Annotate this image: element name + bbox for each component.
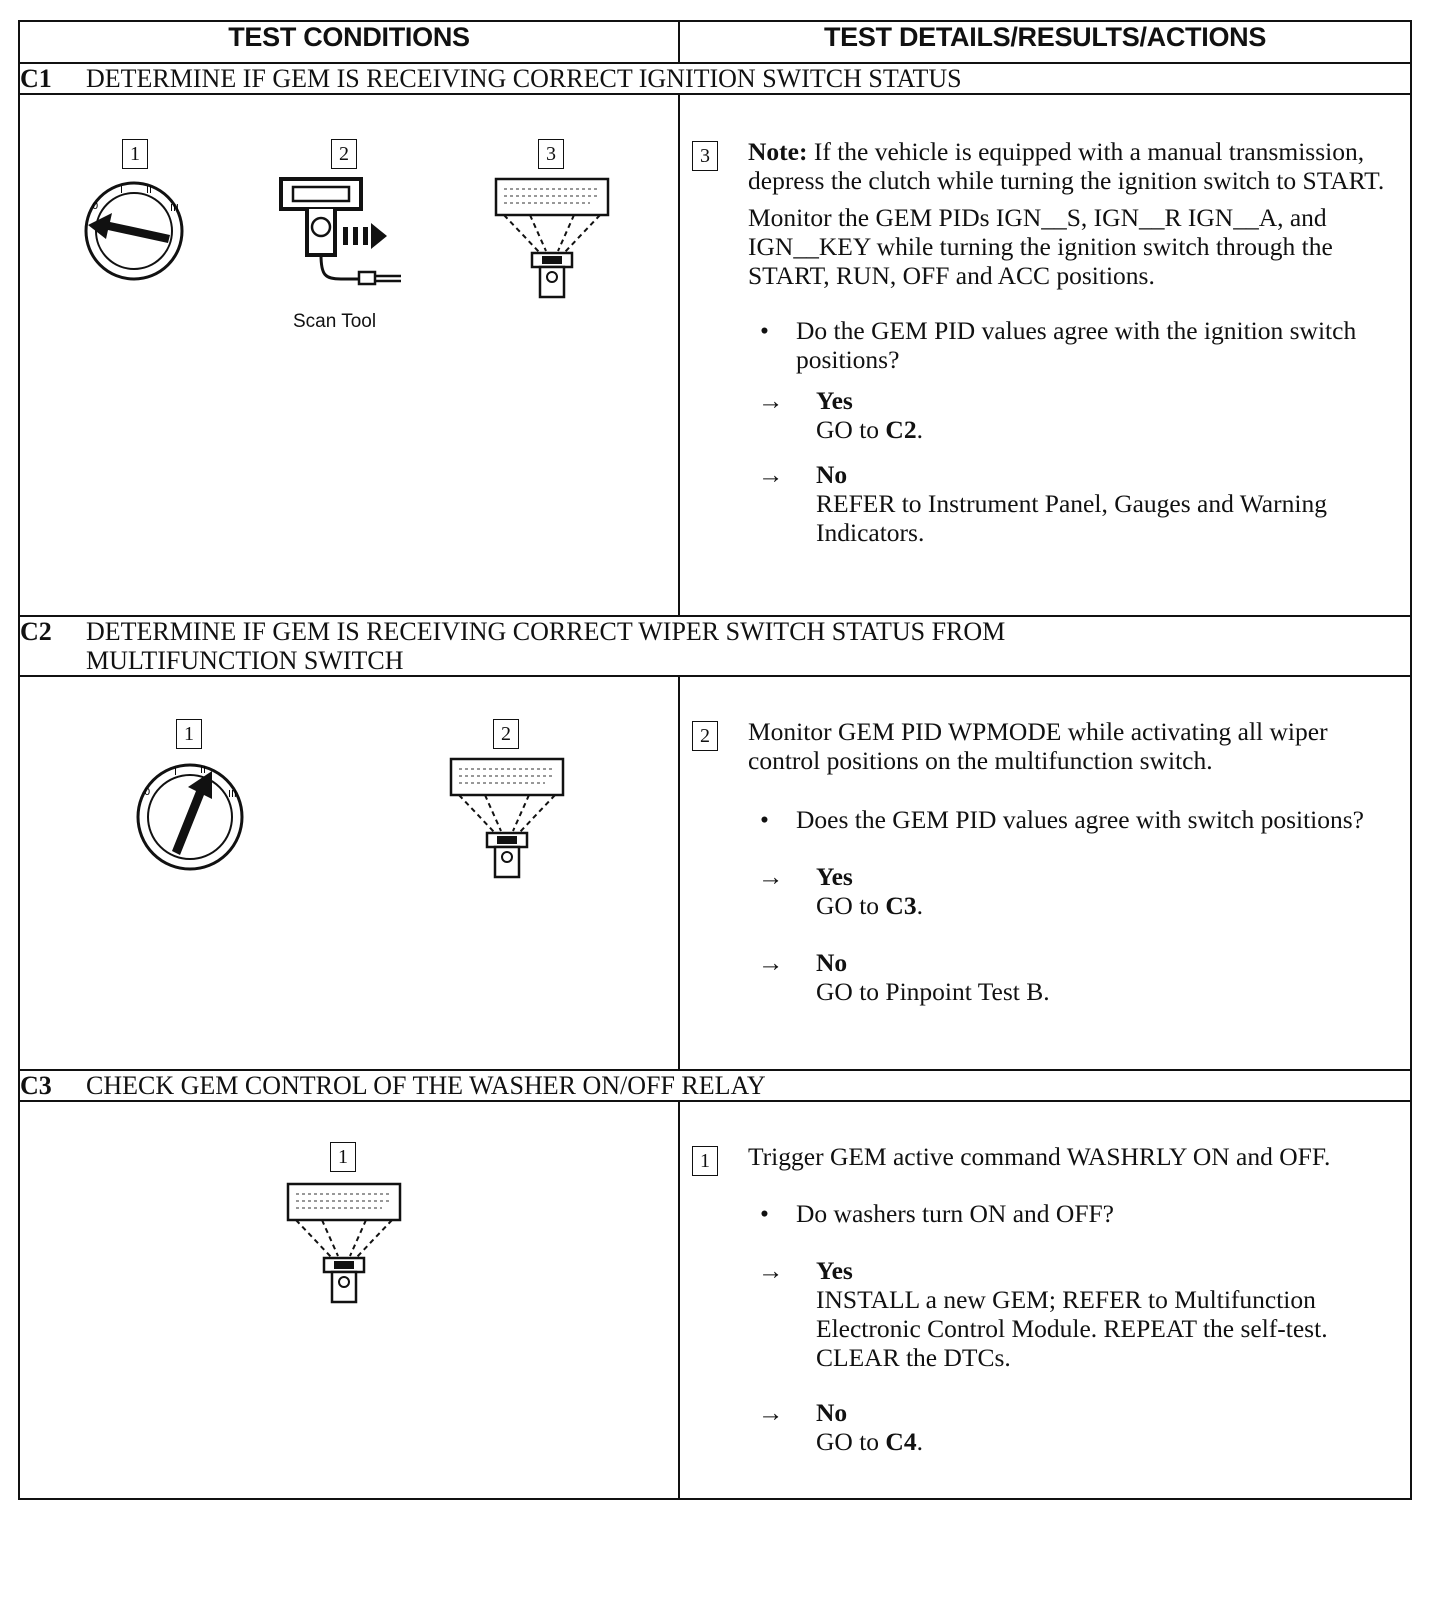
no-label: No	[816, 460, 848, 489]
figure-1	[70, 135, 200, 275]
question-text: Do washers turn ON and OFF?	[796, 1199, 1115, 1228]
bullet: •	[760, 805, 769, 834]
arrow: →	[758, 386, 784, 415]
note-text: If the vehicle is equipped with a manual transmission, depress the clutch while turning the ignition switch to START.	[748, 137, 1385, 195]
no-text: GO to Pinpoint Test B.	[816, 977, 1050, 1006]
detail-text	[748, 1142, 1402, 1456]
figure-2	[445, 715, 575, 885]
step-title: DETERMINE IF GEM IS RECEIVING CORRECT IGNITION SWITCH STATUS	[86, 64, 962, 93]
yes-branch	[748, 386, 1402, 444]
svg-text:I: I	[120, 185, 123, 196]
step-c2-details	[679, 676, 1411, 1070]
arrow: →	[758, 862, 784, 891]
figure-number: 1	[176, 719, 202, 749]
figure-2	[275, 135, 425, 335]
no-end: .	[916, 1427, 923, 1456]
yes-text: GO to	[816, 415, 886, 444]
figure-number: 2	[331, 139, 357, 169]
step-c2-conditions	[19, 676, 679, 1070]
detail-number: 2	[692, 721, 718, 751]
header-test-conditions: TEST CONDITIONS	[19, 21, 679, 63]
no-label: No	[816, 1398, 848, 1427]
no-label: No	[816, 948, 848, 977]
yes-ref: C2	[885, 415, 917, 444]
yes-label: Yes	[816, 1256, 853, 1285]
pinpoint-test-page	[18, 20, 1410, 1500]
pinpoint-test-table	[18, 20, 1412, 1500]
arrow: →	[758, 948, 784, 977]
bullet: •	[760, 1199, 769, 1228]
svg-text:I: I	[174, 767, 177, 778]
question	[748, 805, 1402, 834]
detail-text	[748, 137, 1402, 547]
yes-text: GO to	[816, 891, 886, 920]
detail-number: 3	[692, 141, 718, 171]
yes-end: .	[916, 891, 923, 920]
step-id: C2	[20, 617, 52, 646]
step-c1-details	[679, 94, 1411, 616]
yes-label: Yes	[816, 862, 853, 891]
scan-tool-connector-icon	[490, 177, 620, 307]
svg-text:III: III	[170, 203, 179, 214]
ignition-switch-icon	[70, 173, 200, 283]
step-id: C1	[20, 64, 52, 93]
figure-number: 3	[538, 139, 564, 169]
note-label: Note:	[748, 137, 808, 166]
figure-number: 2	[493, 719, 519, 749]
yes-branch	[748, 1256, 1402, 1372]
step-c2-header	[19, 616, 1411, 676]
step-c1-header	[19, 63, 1411, 94]
no-text: REFER to Instrument Panel, Gauges and Warning Indicators.	[816, 489, 1327, 547]
no-branch	[748, 1398, 1402, 1456]
step-id: C3	[20, 1071, 52, 1100]
scan-tool-connector-icon	[445, 757, 575, 887]
figure-caption: Scan Tool	[293, 311, 377, 332]
arrow: →	[758, 1398, 784, 1427]
instruction: Trigger GEM active command WASHRLY ON and OFF.	[748, 1142, 1331, 1171]
question-text: Do the GEM PID values agree with the ignition switch positions?	[796, 316, 1357, 374]
yes-branch	[748, 862, 1402, 920]
svg-text:II: II	[200, 765, 206, 776]
no-branch	[748, 948, 1402, 1006]
figure-1	[282, 1138, 412, 1318]
figure-number: 1	[330, 1142, 356, 1172]
svg-text:0: 0	[144, 787, 151, 798]
no-ref: C4	[885, 1427, 917, 1456]
question	[748, 316, 1402, 374]
ignition-switch-icon	[120, 755, 260, 875]
instruction: Monitor the GEM PIDs IGN__S, IGN__R IGN__A, and IGN__KEY while turning the ignition switch through the START, RUN, OFF and ACC positions.	[748, 203, 1333, 290]
figure-3	[490, 135, 620, 305]
svg-text:III: III	[228, 789, 237, 800]
instruction: Monitor GEM PID WPMODE while activating all wiper control positions on the multifunction switch.	[748, 717, 1328, 775]
yes-ref: C3	[885, 891, 917, 920]
yes-label: Yes	[816, 386, 853, 415]
arrow: →	[758, 460, 784, 489]
yes-text: INSTALL a new GEM; REFER to Multifunction Electronic Control Module. REPEAT the self-test. CLEAR the DTCs.	[816, 1285, 1328, 1372]
no-text: GO to	[816, 1427, 886, 1456]
scan-tool-icon	[275, 175, 425, 305]
header-test-details: TEST DETAILS/RESULTS/ACTIONS	[679, 21, 1411, 63]
detail-text	[748, 717, 1402, 1006]
note	[748, 137, 1402, 195]
step-c1-conditions	[19, 94, 679, 616]
arrow: →	[758, 1256, 784, 1285]
svg-text:0: 0	[92, 201, 99, 212]
scan-tool-connector-icon	[282, 1182, 412, 1322]
no-branch	[748, 460, 1402, 547]
step-title: DETERMINE IF GEM IS RECEIVING CORRECT WIPER SWITCH STATUS FROM MULTIFUNCTION SWITCH	[86, 617, 1006, 675]
figure-number: 1	[122, 139, 148, 169]
step-c3-details	[679, 1101, 1411, 1499]
detail-number: 1	[692, 1146, 718, 1176]
yes-end: .	[916, 415, 923, 444]
step-title: CHECK GEM CONTROL OF THE WASHER ON/OFF RELAY	[86, 1071, 766, 1100]
question-text: Does the GEM PID values agree with switch positions?	[796, 805, 1364, 834]
svg-text:II: II	[146, 185, 152, 196]
question	[748, 1199, 1402, 1228]
step-c3-header	[19, 1070, 1411, 1101]
step-c3-conditions	[19, 1101, 679, 1499]
figure-1	[120, 715, 260, 875]
bullet: •	[760, 316, 769, 345]
